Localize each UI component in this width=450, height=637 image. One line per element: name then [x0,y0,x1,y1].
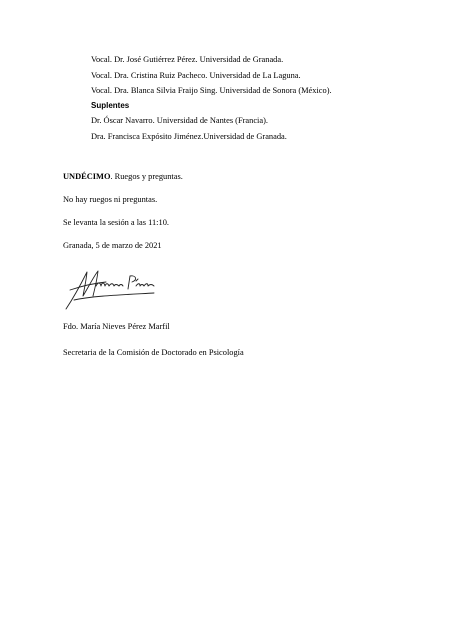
agenda-item-title [63,172,183,182]
suplentes-heading: Suplentes [91,101,130,110]
session-close-text: Se levanta la sesión a las 11:10. [63,218,169,227]
committee-vocal-2: Vocal. Dra. Cristina Ruiz Pacheco. Universidad de La Laguna. [91,71,301,80]
committee-suplente-2: Dra. Francisca Expósito Jiménez.Universidad de Granada. [91,132,287,141]
committee-vocal-1: Vocal. Dr. José Gutiérrez Pérez. Universidad de Granada. [91,55,284,64]
place-date-text: Granada, 5 de marzo de 2021 [63,241,162,250]
no-ruegos-text: No hay ruegos ni preguntas. [63,195,158,204]
committee-suplente-1: Dr. Óscar Navarro. Universidad de Nantes (Francia). [91,116,268,125]
agenda-item-text: . Ruegos y preguntas. [110,172,183,181]
handwritten-signature [62,266,166,312]
signer-role-text: Secretaria de la Comisión de Doctorado en Psicología [63,348,244,357]
signed-by-text: Fdo. María Nieves Pérez Marfil [63,322,170,331]
agenda-item-number: UNDÉCIMO [63,172,111,181]
committee-vocal-3: Vocal. Dra. Blanca Silvia Fraijo Sing. Universidad de Sonora (México). [91,86,332,95]
